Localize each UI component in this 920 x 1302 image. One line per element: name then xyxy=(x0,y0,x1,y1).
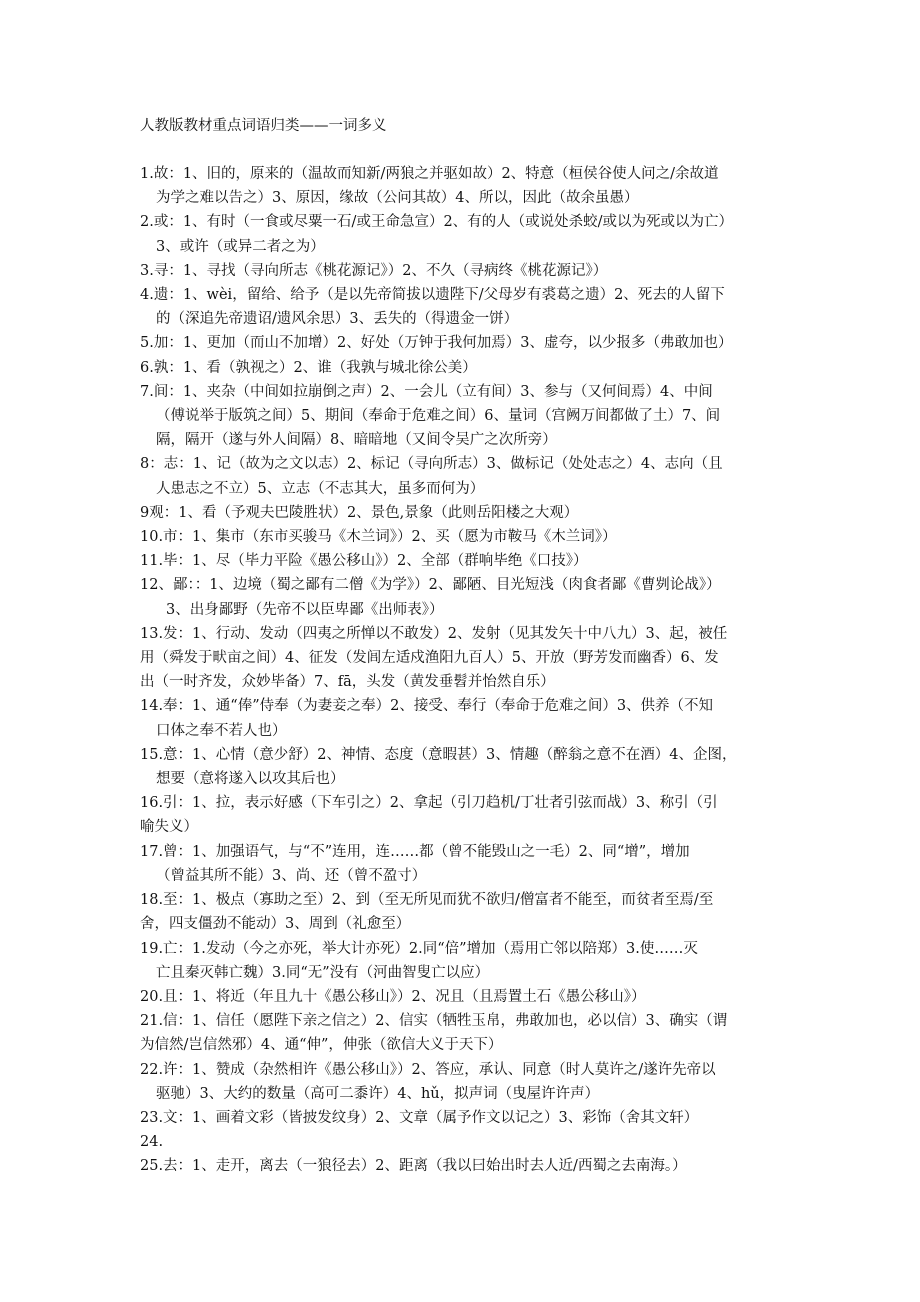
word-entry xyxy=(140,791,790,839)
entry-line: 4.遗：1、wèi，留给、给予（是以先帝简拔以遗陛下/父母岁有裘葛之遗）2、死去的人留下 xyxy=(140,287,725,304)
word-entry xyxy=(140,694,790,742)
entry-line: 为学之难以告之）3、原因，缘故（公问其故）4、所以，因此（故余虽愚） xyxy=(156,190,639,207)
entry-line: 20.且：1、将近（年且九十《愚公移山》）2、况且（且焉置土石《愚公移山》） xyxy=(140,988,646,1005)
entry-line: 8：志：1、记（故为之文以志）2、标记（寻向所志）3、做标记（处处志之）4、志向（且 xyxy=(140,456,723,473)
entry-line: 17.曾：1、加强语气，与“不”连用，连……都（曾不能毁山之一毛）2、同“增”，增加 xyxy=(140,843,690,860)
entry-line: 21.信：1、信任（愿陛下亲之信之）2、信实（牺牲玉帛，弗敢加也，必以信）3、确实（谓 xyxy=(140,1013,728,1030)
entry-line: 3、或许（或异二者之为） xyxy=(156,238,325,255)
word-entry xyxy=(140,985,790,1009)
word-entry xyxy=(140,356,790,380)
word-entry xyxy=(140,549,790,573)
word-entry xyxy=(140,622,790,695)
word-entry xyxy=(140,937,790,985)
entry-line: 想要（意将遂入以攻其后也） xyxy=(156,771,345,788)
entry-line: 16.引：1、拉，表示好感（下车引之）2、拿起（引刀趋机/丁壮者引弦而战）3、称引（引 xyxy=(140,795,718,812)
word-entry xyxy=(140,1106,790,1130)
entry-line: 23.文：1、画着文彩（皆披发纹身）2、文章（属予作文以记之）3、彩饰（舍其文轩） xyxy=(140,1109,699,1126)
word-entry xyxy=(140,162,790,210)
entry-line: 9观：1、看（予观夫巴陵胜状）2、景色,景象（此则岳阳楼之大观） xyxy=(140,504,579,521)
word-entry xyxy=(140,1009,790,1057)
word-entry xyxy=(140,573,790,621)
entry-line: 5.加：1、更加（而山不加增）2、好处（万钟于我何加焉）3、虚夸，以少报多（弗敢加也） xyxy=(140,335,733,352)
entry-line: 18.至：1、极点（寡助之至）2、到（至无所见而犹不欲归/僧富者不能至，而贫者至焉/至 xyxy=(140,892,714,909)
word-entry xyxy=(140,743,790,791)
entry-line: 7.间：1、夹杂（中间如拉崩倒之声）2、一会儿（立有间）3、参与（又何间焉）4、中间 xyxy=(140,383,713,400)
entry-line: （曾益其所不能）3、尚、还（曾不盈寸） xyxy=(156,867,427,884)
entry-line: 12、鄙：：1、边境（蜀之鄙有二僧《为学》）2、鄙陋、目光短浅（肉食者鄙《曹刿论战》） xyxy=(140,577,721,594)
entry-line: 出（一时齐发，众妙毕备）7、fā，头发（黄发垂髫并怡然自乐） xyxy=(140,674,555,691)
entry-line: （傅说举于版筑之间）5、期间（奉命于危难之间）6、量词（宫阙万间都做了土）7、间 xyxy=(156,408,721,425)
entry-line: 人患志之不立）5、立志（不志其大，虽多而何为） xyxy=(156,480,485,497)
word-entry xyxy=(140,452,790,500)
word-entry xyxy=(140,1058,790,1106)
entry-line: 10.市：1、集市（东市买骏马《木兰词》）2、买（愿为市鞍马《木兰词》） xyxy=(140,529,617,546)
word-entry xyxy=(140,840,790,888)
entry-line: 舍，四支僵劲不能动）3、周到（礼愈至） xyxy=(140,916,411,933)
word-entry xyxy=(140,501,790,525)
entry-line: 19.亡：1.发动（今之亦死，举大计亦死）2.同“倍”增加（焉用亡邻以陪郑）3.使……灭 xyxy=(140,940,698,957)
entry-line: 3.寻：1、寻找（寻向所志《桃花源记》）2、不久（寻病终《桃花源记》） xyxy=(140,262,608,279)
entry-line: 喻失义） xyxy=(140,819,198,836)
entry-line: 驱驰）3、大约的数量（高可二黍许）4、hǔ，拟声词（曳屋许许声） xyxy=(156,1085,600,1102)
entry-line: 用（舜发于畎亩之间）4、征发（发闾左适戍渔阳九百人）5、开放（野芳发而幽香）6、发 xyxy=(140,650,719,667)
entry-line: 亡且秦灭韩亡魏）3.同“无”没有（河曲智叟亡以应） xyxy=(156,964,490,981)
word-entry xyxy=(140,331,790,355)
entry-line: 11.毕：1、尽（毕力平险《愚公移山》）2、全部（群响毕绝《口技》） xyxy=(140,553,588,570)
entry-line: 13.发：1、行动、发动（四夷之所惮以不敢发）2、发射（见其发矢十中八九）3、起，被任 xyxy=(140,625,728,642)
word-entry xyxy=(140,210,790,258)
entry-line: 1.故：1、旧的，原来的（温故而知新/两狼之并驱如故）2、特意（桓侯谷使人问之/余故道 xyxy=(140,166,719,182)
entry-line: 为信然/岂信然邪）4、通“伸”，伸张（欲信大义于天下） xyxy=(140,1037,503,1054)
entry-line: 24. xyxy=(140,1134,164,1151)
entry-line: 口体之奉不若人也） xyxy=(156,722,287,739)
entry-list xyxy=(140,162,790,1179)
word-entry xyxy=(140,525,790,549)
entry-line: 的（深追先帝遗诏/遗风余思）3、丢失的（得遗金一饼） xyxy=(156,311,519,328)
entry-line: 25.去：1、走开，离去（一狼径去）2、距离（我以曰始出时去人近/西蜀之去南海。） xyxy=(140,1158,687,1175)
word-entry xyxy=(140,380,790,453)
entry-line: 22.许：1、赞成（杂然相许《愚公移山》）2、答应，承认、同意（时人莫许之/遂许先帝以 xyxy=(140,1061,716,1078)
entry-line: 14.奉：1、通“俸”侍奉（为妻妾之奉）2、接受、奉行（奉命于危难之间）3、供养（不知 xyxy=(140,698,714,715)
document-title: 人教版教材重点词语归类——一词多义 xyxy=(140,118,387,134)
word-entry xyxy=(140,1130,790,1154)
word-entry xyxy=(140,888,790,936)
word-entry xyxy=(140,283,790,331)
entry-line: 隔，隔开（遂与外人间隔）8、暗暗地（又间令吴广之次所旁） xyxy=(156,432,557,449)
entry-line: 3、出身鄙野（先帝不以臣卑鄙《出师表》） xyxy=(166,601,444,618)
word-entry xyxy=(140,1154,790,1178)
entry-line: 2.或：1、有时（一食或尽粟一石/或王命急宣）2、有的人（或说处杀蛟/或以为死或以为亡） xyxy=(140,214,734,231)
entry-line: 15.意：1、心情（意少舒）2、神情、态度（意暇甚）3、情趣（醉翁之意不在酒）4、企图， xyxy=(140,746,737,763)
word-entry xyxy=(140,259,790,283)
entry-line: 6.孰：1、看（孰视之）2、谁（我孰与城北徐公美） xyxy=(140,359,477,376)
